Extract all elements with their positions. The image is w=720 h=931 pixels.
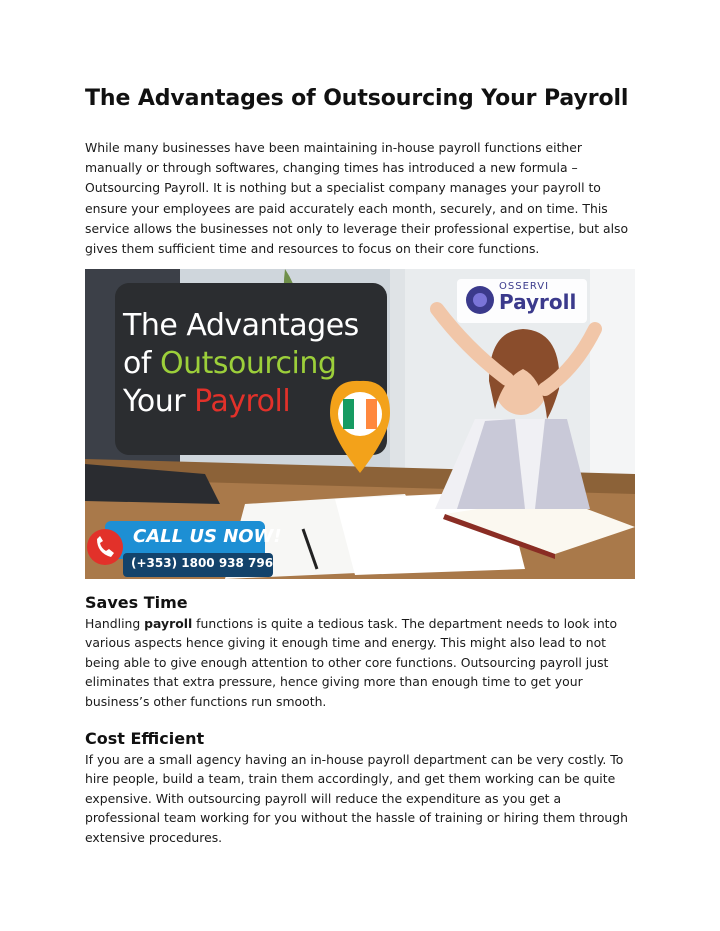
- sec1-lead: Handling: [85, 616, 145, 631]
- hero-image: [85, 269, 635, 579]
- intro-paragraph: While many businesses have been maintaining in-house payroll functions either manually or through softwares, changing times has introduced a new formula – Outsourcing Payroll. It is nothing but a specialist company manages your payroll to ensure your employees are paid accurately each month, securely, and on time. This service allows the businesses not only to leverage their professional expertise, but also gives them sufficient time and resources to focus on their core functions.: [85, 140, 629, 257]
- hero-line3-b: Payroll: [194, 384, 291, 419]
- brand-top: OSSERVI: [499, 281, 550, 292]
- sec1-bold: payroll: [144, 616, 193, 631]
- sec1-rest: functions is quite a tedious task. The department needs to look into various aspects hence giving it enough time and energy. This might also lead to not being able to give enough attention to other core functions. Outsourcing payroll just eliminates that extra pressure, hence giving more than enough time to get your business’s other functions run smooth.: [85, 616, 618, 709]
- section-heading-cost-efficient: Cost Efficient: [85, 729, 205, 748]
- section-heading-saves-time: Saves Time: [85, 593, 188, 612]
- page-title: The Advantages of Outsourcing Your Payroll: [85, 86, 629, 111]
- brand-bottom: Payroll: [499, 290, 577, 314]
- hero-line1: The Advantages: [123, 308, 359, 343]
- cta-phone[interactable]: (+353) 1800 938 796: [131, 556, 274, 570]
- section-paragraph-saves-time: [85, 614, 635, 711]
- brand-osservi: [499, 281, 576, 312]
- hero-line2-b: Outsourcing: [159, 346, 337, 381]
- cta-label[interactable]: CALL US NOW!: [133, 526, 282, 547]
- hero-line2-a: of: [123, 346, 160, 381]
- hero-headline: [123, 307, 359, 421]
- section-paragraph-cost-efficient: If you are a small agency having an in-house payroll department can be very costly. To hire people, build a team, train them accordingly, and get them working can be quite expensive. With outsourcing payroll will reduce the expenditure as you get a professional team working for you without the hassle of training or hiring them through extensive procedures.: [85, 752, 628, 845]
- hero-line3-a: Your: [123, 384, 195, 419]
